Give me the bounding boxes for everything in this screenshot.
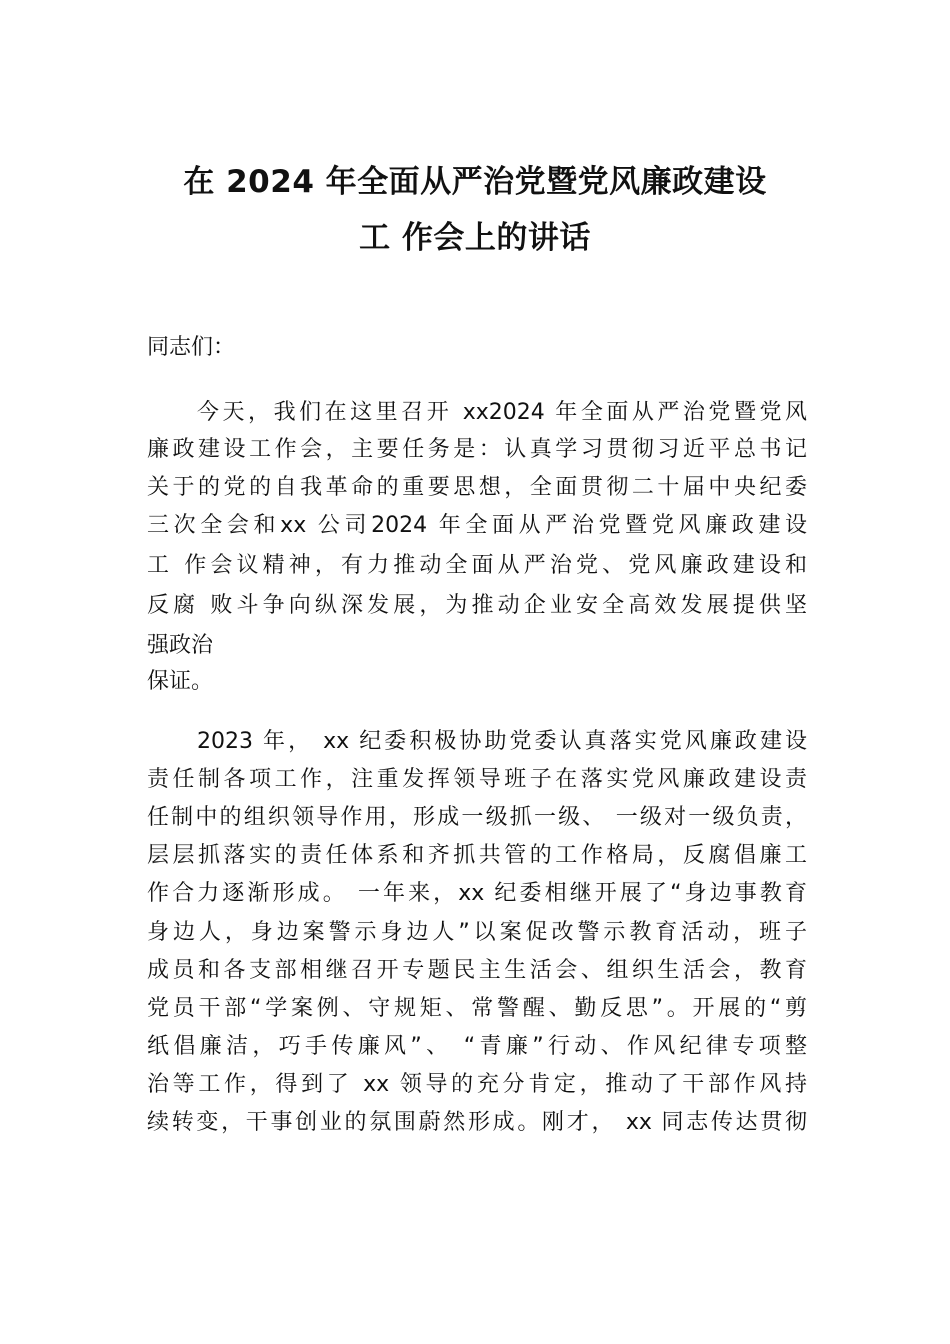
paragraph-1-line: 工 作会议精神，有力推动全面从严治党、党风廉政建设和 [147, 553, 807, 578]
paragraph-2-line: 成员和各支部相继召开专题民主生活会、组织生活会，教育 [147, 958, 807, 983]
document-title-line-2: 工 作会上的讲话 [359, 220, 591, 256]
salutation: 同志们： [147, 335, 236, 360]
paragraph-1-line: 反腐 败斗争向纵深发展，为推动企业安全高效发展提供坚 [147, 593, 807, 618]
paragraph-2-line: 任制中的组织领导作用，形成一级抓一级、 一级对一级负责， [147, 805, 807, 830]
paragraph-2-line: 治等工作，得到了 xx 领导的充分肯定，推动了干部作风持 [147, 1072, 807, 1097]
paragraph-2-line: 纸倡廉洁，巧手传廉风”、 “青廉”行动、作风纪律专项整 [147, 1034, 807, 1059]
paragraph-1-line: 廉政建设工作会，主要任务是：认真学习贯彻习近平总书记 [147, 437, 807, 462]
paragraph-2-line: 身边人，身边案警示身边人”以案促改警示教育活动，班子 [147, 920, 807, 945]
paragraph-2-line: 作合力逐渐形成。 一年来，xx 纪委相继开展了“身边事教育 [147, 881, 807, 906]
paragraph-2-line: 责任制各项工作，注重发挥领导班子在落实党风廉政建设责 [147, 767, 807, 792]
paragraph-1-line: 保证。 [147, 669, 214, 694]
paragraph-2-line: 续转变，干事创业的氛围蔚然形成。刚才， xx 同志传达贯彻 [147, 1110, 807, 1135]
paragraph-2-line: 党员干部“学案例、守规矩、常警醒、勤反思”。开展的“剪 [147, 996, 807, 1021]
paragraph-2-line: 2023 年， xx 纪委积极协助党委认真落实党风廉政建设 [197, 729, 807, 754]
paragraph-2-line: 层层抓落实的责任体系和齐抓共管的工作格局，反腐倡廉工 [147, 843, 807, 868]
paragraph-1-line: 三次全会和xx 公司2024 年全面从严治党暨党风廉政建设 [147, 513, 807, 538]
document-title-line-1: 在 2024 年全面从严治党暨党风廉政建设 [183, 164, 767, 200]
paragraph-1-line: 强政治 [147, 633, 214, 658]
paragraph-1-line: 关于的党的自我革命的重要思想，全面贯彻二十届中央纪委 [147, 475, 807, 500]
paragraph-1-line: 今天，我们在这里召开 xx2024 年全面从严治党暨党风 [197, 400, 807, 425]
